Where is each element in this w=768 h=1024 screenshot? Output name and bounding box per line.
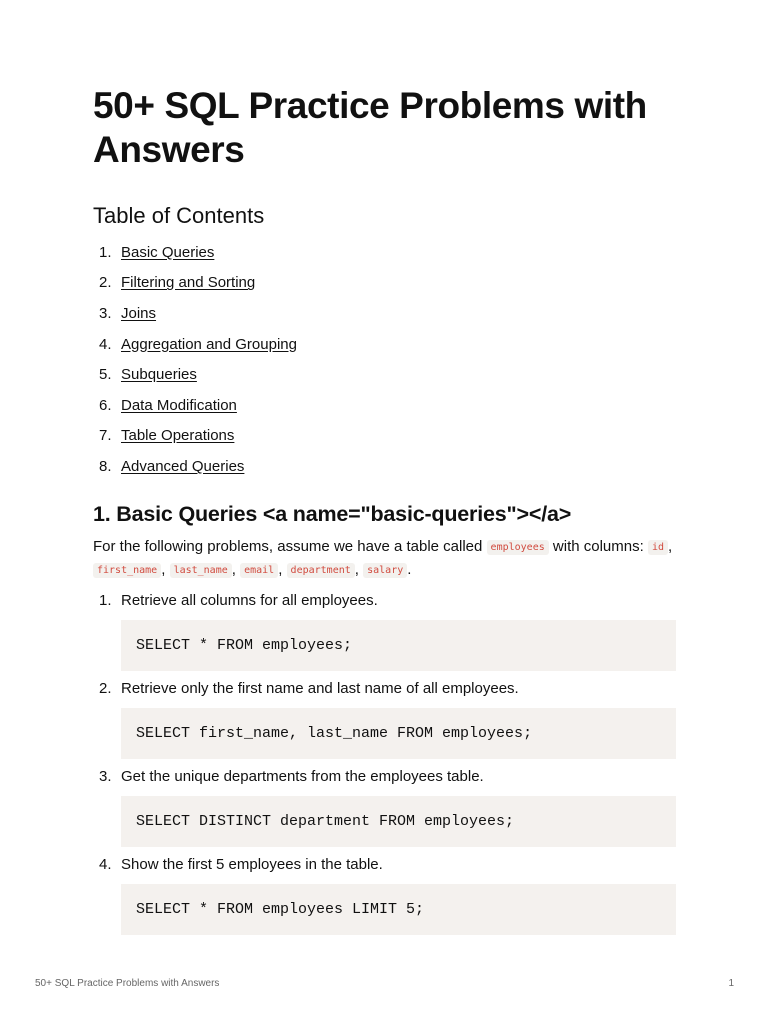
- toc-item: [93, 451, 676, 482]
- footer-document-title: 50+ SQL Practice Problems with Answers: [35, 978, 220, 989]
- toc-number: 8.: [99, 457, 112, 475]
- inline-code-column: email: [240, 563, 278, 578]
- inline-code-table-name: employees: [487, 540, 549, 555]
- problem-item: [93, 766, 676, 847]
- problem-number: 1.: [99, 592, 112, 610]
- page-title: 50+ SQL Practice Problems with Answers: [93, 85, 647, 170]
- inline-code-column: department: [287, 563, 355, 578]
- toc-heading: Table of Contents: [93, 203, 265, 228]
- problem-number: 3.: [99, 768, 112, 786]
- inline-code-column: id: [648, 540, 668, 555]
- code-block: SELECT DISTINCT department FROM employees;: [121, 796, 676, 847]
- problem-question: Retrieve all columns for all employees.: [121, 592, 378, 610]
- problem-list: [93, 590, 676, 935]
- toc-link-data-modification[interactable]: Data Modification: [121, 396, 237, 414]
- problem-number: 2.: [99, 680, 112, 698]
- toc-item: [93, 359, 676, 390]
- problem-question: Retrieve only the first name and last name of all employees.: [121, 680, 519, 698]
- toc-link-basic-queries[interactable]: Basic Queries: [121, 243, 215, 261]
- separator: ,: [231, 560, 236, 578]
- document-body: [93, 84, 676, 942]
- code-block: SELECT * FROM employees;: [121, 620, 676, 671]
- inline-code-column: salary: [363, 563, 407, 578]
- separator: ,: [161, 560, 166, 578]
- section-heading-basic-queries: 1. Basic Queries <a name="basic-queries"></a>: [93, 501, 572, 526]
- toc-number: 4.: [99, 335, 112, 353]
- table-of-contents: [93, 237, 676, 482]
- problem-question: Get the unique departments from the employees table.: [121, 768, 484, 786]
- separator: ,: [354, 560, 359, 578]
- toc-item: [93, 237, 676, 268]
- intro-text: For the following problems, assume we have a table called: [93, 537, 483, 555]
- toc-item: [93, 298, 676, 329]
- toc-link-subqueries[interactable]: Subqueries: [121, 366, 197, 384]
- inline-code-column: first_name: [93, 563, 161, 578]
- problem-question: Show the first 5 employees in the table.: [121, 856, 383, 874]
- inline-code-column: last_name: [170, 563, 232, 578]
- toc-link-advanced-queries[interactable]: Advanced Queries: [121, 457, 245, 475]
- toc-link-joins[interactable]: Joins: [121, 304, 157, 322]
- code-block: SELECT first_name, last_name FROM employees;: [121, 708, 676, 759]
- toc-number: 7.: [99, 427, 112, 445]
- toc-number: 1.: [99, 243, 112, 261]
- problem-item: [93, 678, 676, 759]
- toc-item: [93, 329, 676, 360]
- toc-item: [93, 390, 676, 421]
- section-intro: [93, 536, 676, 582]
- toc-link-table-operations[interactable]: Table Operations: [121, 427, 235, 445]
- toc-number: 3.: [99, 304, 112, 322]
- footer-page-number: 1: [728, 978, 734, 989]
- intro-text: with columns:: [552, 537, 644, 555]
- toc-item: [93, 268, 676, 299]
- toc-number: 5.: [99, 366, 112, 384]
- problem-item: [93, 590, 676, 671]
- sentence-end: .: [407, 560, 412, 578]
- toc-number: 2.: [99, 274, 112, 292]
- toc-number: 6.: [99, 396, 112, 414]
- toc-item: [93, 421, 676, 452]
- toc-link-filtering-sorting[interactable]: Filtering and Sorting: [121, 274, 256, 292]
- code-block: SELECT * FROM employees LIMIT 5;: [121, 884, 676, 935]
- toc-link-aggregation-grouping[interactable]: Aggregation and Grouping: [121, 335, 297, 353]
- separator: ,: [668, 537, 673, 555]
- problem-item: [93, 854, 676, 935]
- separator: ,: [278, 560, 283, 578]
- problem-number: 4.: [99, 856, 112, 874]
